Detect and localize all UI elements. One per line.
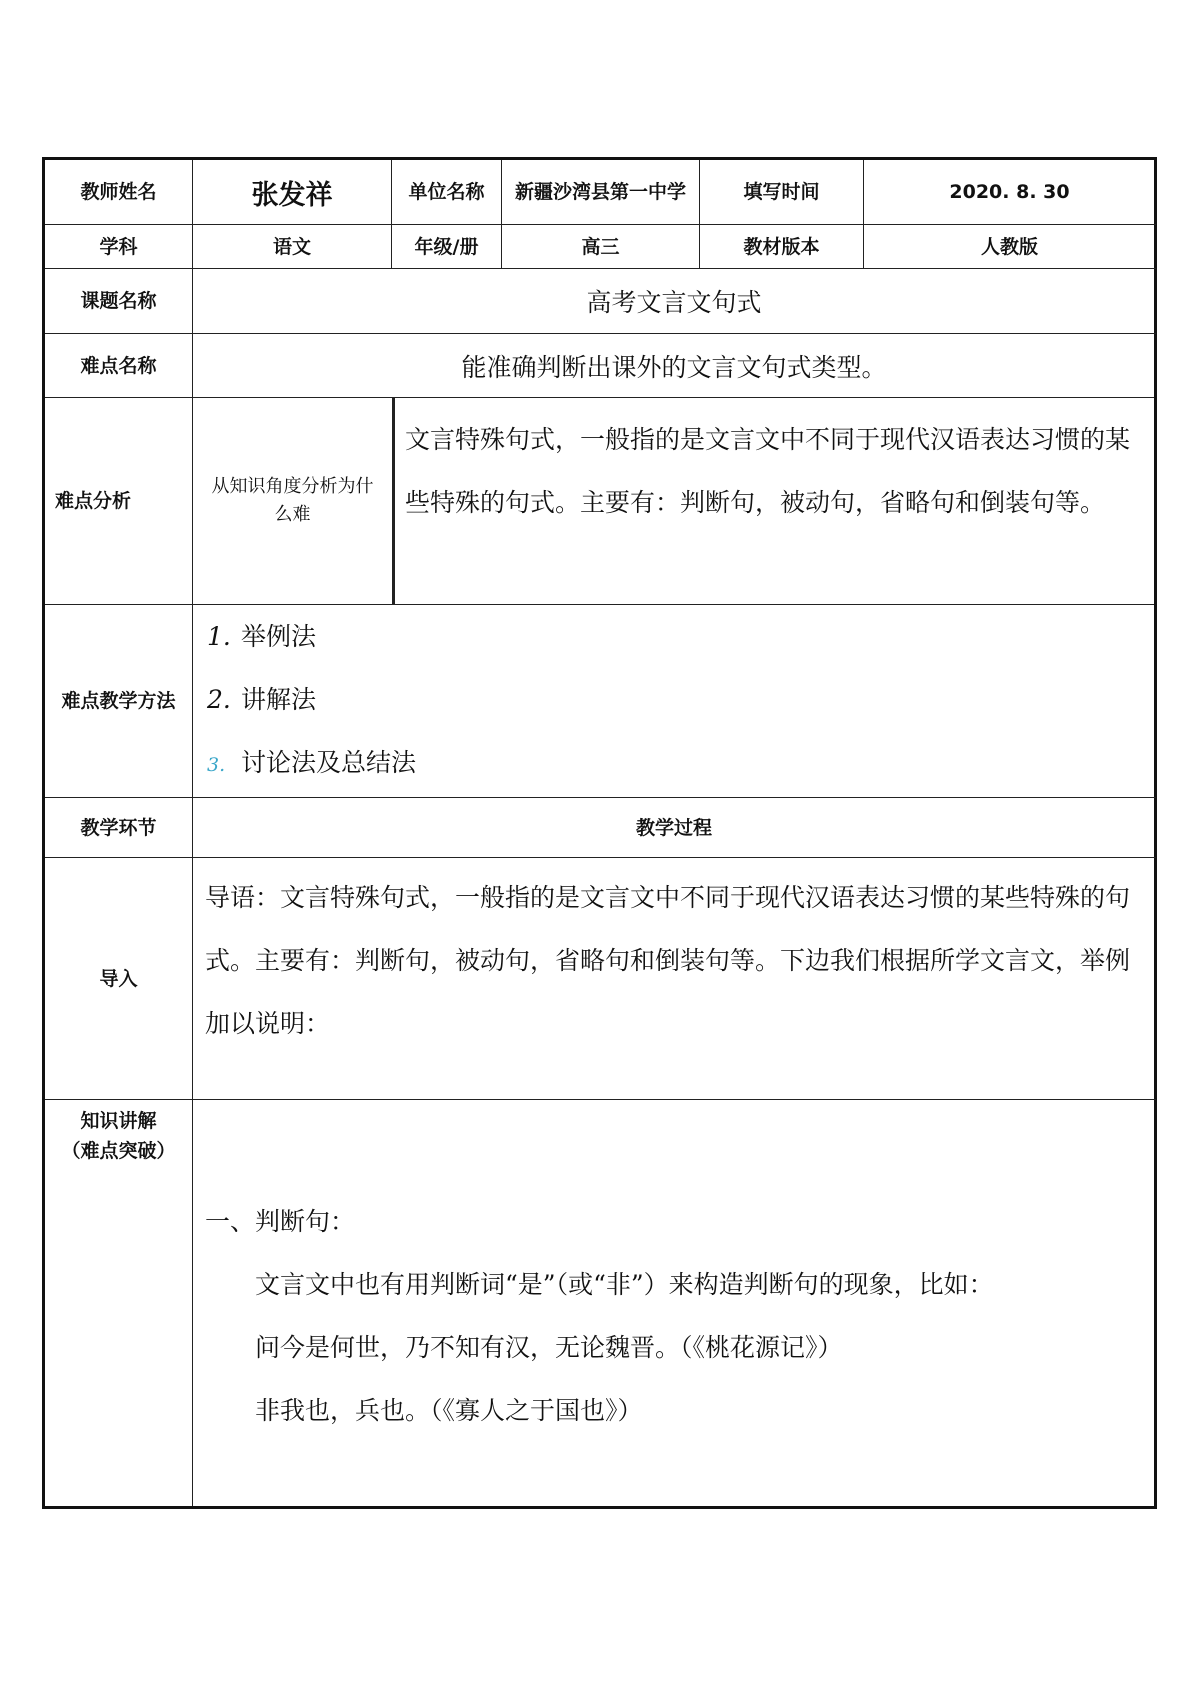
intro-content bbox=[193, 858, 1156, 1100]
knowledge-paragraph: 文言文中也有用判断词“是”（或“非”）来构造判断句的现象，比如： bbox=[255, 1270, 994, 1299]
method-item-3: 3. 讨论法及总结法 bbox=[207, 748, 417, 777]
edition-label: 教材版本 bbox=[700, 225, 864, 269]
knowledge-heading: 一、判断句： bbox=[205, 1207, 356, 1236]
method-item-2: 2. 讲解法 bbox=[207, 685, 317, 714]
knowledge-content bbox=[193, 1100, 1156, 1508]
knowledge-example-2: 非我也，兵也。（《寡人之于国也》） bbox=[255, 1396, 643, 1425]
analysis-row bbox=[44, 398, 1156, 605]
lesson-plan-sheet bbox=[42, 157, 1154, 1507]
difficulty-row bbox=[44, 334, 1156, 398]
lesson-plan-table bbox=[42, 157, 1157, 1509]
teacher-name: 张发祥 bbox=[193, 159, 392, 225]
process-value: 教学过程 bbox=[193, 798, 1156, 858]
intro-row bbox=[44, 858, 1156, 1100]
analysis-sublabel: 从知识角度分析为什么难 bbox=[193, 398, 395, 604]
difficulty-value: 能准确判断出课外的文言文句式类型。 bbox=[193, 334, 1156, 398]
date-label: 填写时间 bbox=[700, 159, 864, 225]
process-label: 教学环节 bbox=[44, 798, 193, 858]
teacher-label: 教师姓名 bbox=[44, 159, 193, 225]
analysis-label: 难点分析 bbox=[44, 398, 193, 605]
header-row-2 bbox=[44, 225, 1156, 269]
knowledge-row bbox=[44, 1100, 1156, 1508]
edition-value: 人教版 bbox=[864, 225, 1156, 269]
subject-label: 学科 bbox=[44, 225, 193, 269]
analysis-text: 文言特殊句式，一般指的是文言文中不同于现代汉语表达习惯的某些特殊的句式。主要有：判断句，被动句，省略句和倒装句等。 bbox=[405, 425, 1131, 517]
difficulty-label: 难点名称 bbox=[44, 334, 193, 398]
date-value: 2020. 8. 30 bbox=[864, 159, 1156, 225]
method-item-1: 1. 举例法 bbox=[207, 622, 317, 651]
topic-row bbox=[44, 269, 1156, 334]
topic-label: 课题名称 bbox=[44, 269, 193, 334]
knowledge-example-1: 问今是何世，乃不知有汉，无论魏晋。（《桃花源记》） bbox=[255, 1333, 843, 1362]
grade-label: 年级/册 bbox=[392, 225, 502, 269]
analysis-content bbox=[193, 398, 1156, 605]
knowledge-label-line1: 知识讲解 bbox=[80, 1110, 157, 1132]
topic-value: 高考文言文句式 bbox=[193, 269, 1156, 334]
subject-value: 语文 bbox=[193, 225, 392, 269]
methods-label: 难点教学方法 bbox=[44, 605, 193, 798]
unit-name: 新疆沙湾县第一中学 bbox=[502, 159, 700, 225]
process-row bbox=[44, 798, 1156, 858]
methods-row bbox=[44, 605, 1156, 798]
unit-label: 单位名称 bbox=[392, 159, 502, 225]
methods-list bbox=[193, 605, 1156, 798]
knowledge-label-line2: （难点突破） bbox=[61, 1140, 176, 1162]
intro-text: 导语：文言特殊句式，一般指的是文言文中不同于现代汉语表达习惯的某些特殊的句式。主要有：判断句，被动句，省略句和倒装句等。下边我们根据所学文言文，举例加以说明： bbox=[205, 883, 1131, 1038]
header-row-1 bbox=[44, 159, 1156, 225]
intro-label: 导入 bbox=[44, 858, 193, 1100]
grade-value: 高三 bbox=[502, 225, 700, 269]
knowledge-label bbox=[44, 1100, 193, 1508]
